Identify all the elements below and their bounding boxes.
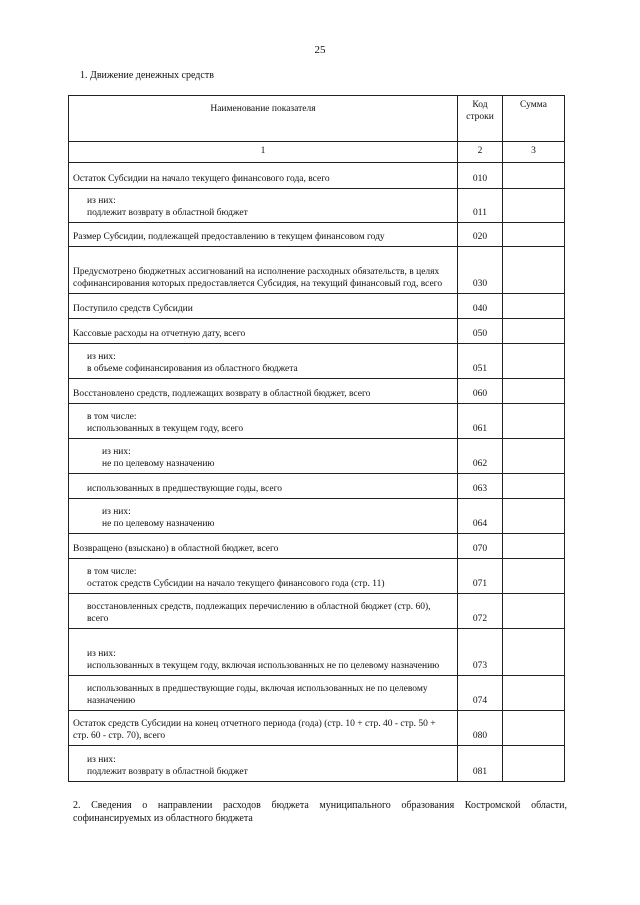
header-name: Наименование показателя: [69, 96, 458, 142]
column-number-row: [69, 142, 565, 163]
section-1-title: 1. Движение денежных средств: [80, 70, 214, 81]
table-row: [69, 474, 565, 499]
row-code: 062: [458, 439, 503, 474]
row-name: восстановленных средств, подлежащих перечислению в областной бюджет (стр. 60), всего: [69, 594, 458, 629]
table-row: [69, 247, 565, 294]
row-sum[interactable]: [503, 163, 565, 189]
table-row: [69, 711, 565, 746]
table-row: [69, 404, 565, 439]
row-code: 064: [458, 499, 503, 534]
row-name: Восстановлено средств, подлежащих возврату в областной бюджет, всего: [69, 379, 458, 404]
row-code: 071: [458, 559, 503, 594]
row-sum[interactable]: [503, 223, 565, 247]
row-sum[interactable]: [503, 499, 565, 534]
row-sum[interactable]: [503, 247, 565, 294]
row-name: Поступило средств Субсидии: [69, 294, 458, 319]
table-row: [69, 189, 565, 223]
row-sum[interactable]: [503, 594, 565, 629]
header-code: Код строки: [458, 96, 503, 142]
row-name: в том числе: использованных в текущем году, всего: [69, 404, 458, 439]
row-code: 073: [458, 629, 503, 676]
row-code: 050: [458, 319, 503, 344]
row-sum[interactable]: [503, 629, 565, 676]
row-name: Предусмотрено бюджетных ассигнований на исполнение расходных обязательств, в целях софинансирования которых предоставляется Субсидия, на текущий финансовый год, всего: [69, 247, 458, 294]
row-sum[interactable]: [503, 534, 565, 559]
cash-flow-table: [68, 95, 565, 782]
row-name: использованных в предшествующие годы, всего: [69, 474, 458, 499]
row-code: 063: [458, 474, 503, 499]
table-header-row: [69, 96, 565, 142]
table-row: [69, 676, 565, 711]
row-name: Остаток средств Субсидии на конец отчетного периода (года) (стр. 10 + стр. 40 - стр. 50 + стр. 60 - стр. 70), всего: [69, 711, 458, 746]
column-number-3: 3: [503, 142, 565, 163]
row-code: 010: [458, 163, 503, 189]
column-number-1: 1: [69, 142, 458, 163]
row-sum[interactable]: [503, 344, 565, 379]
row-sum[interactable]: [503, 294, 565, 319]
row-name: из них: не по целевому назначению: [69, 439, 458, 474]
row-sum[interactable]: [503, 676, 565, 711]
row-sum[interactable]: [503, 474, 565, 499]
header-sum: Сумма: [503, 96, 565, 142]
row-code: 072: [458, 594, 503, 629]
row-code: 040: [458, 294, 503, 319]
row-sum[interactable]: [503, 189, 565, 223]
table-row: [69, 294, 565, 319]
section-2-title: 2. Сведения о направлении расходов бюджета муниципального образования Костромской области, софинансируемых из областного бюджета: [73, 800, 567, 824]
table-row: [69, 559, 565, 594]
row-code: 020: [458, 223, 503, 247]
row-name: в том числе: остаток средств Субсидии на начало текущего финансового года (стр. 11): [69, 559, 458, 594]
row-code: 081: [458, 746, 503, 782]
table-row: [69, 344, 565, 379]
table-row: [69, 163, 565, 189]
column-number-2: 2: [458, 142, 503, 163]
table-row: [69, 594, 565, 629]
table-row: [69, 499, 565, 534]
row-sum[interactable]: [503, 746, 565, 782]
row-code: 074: [458, 676, 503, 711]
row-code: 080: [458, 711, 503, 746]
table-row: [69, 629, 565, 676]
row-sum[interactable]: [503, 711, 565, 746]
row-code: 011: [458, 189, 503, 223]
table-row: [69, 534, 565, 559]
row-code: 060: [458, 379, 503, 404]
table-row: [69, 223, 565, 247]
row-name: Кассовые расходы на отчетную дату, всего: [69, 319, 458, 344]
row-code: 061: [458, 404, 503, 439]
row-sum[interactable]: [503, 439, 565, 474]
row-name: из них: подлежит возврату в областной бюджет: [69, 746, 458, 782]
row-sum[interactable]: [503, 319, 565, 344]
row-name: Остаток Субсидии на начало текущего финансового года, всего: [69, 163, 458, 189]
table-row: [69, 439, 565, 474]
table-row: [69, 319, 565, 344]
row-sum[interactable]: [503, 404, 565, 439]
row-sum[interactable]: [503, 559, 565, 594]
row-name: Размер Субсидии, подлежащей предоставлению в текущем финансовом году: [69, 223, 458, 247]
row-code: 070: [458, 534, 503, 559]
row-sum[interactable]: [503, 379, 565, 404]
row-name: из них: подлежит возврату в областной бюджет: [69, 189, 458, 223]
table-row: [69, 379, 565, 404]
row-code: 030: [458, 247, 503, 294]
row-name: из них: в объеме софинансирования из областного бюджета: [69, 344, 458, 379]
row-name: из них: использованных в текущем году, включая использованных не по целевому назначению: [69, 629, 458, 676]
row-code: 051: [458, 344, 503, 379]
page-number: 25: [314, 44, 326, 56]
row-name: Возвращено (взыскано) в областной бюджет, всего: [69, 534, 458, 559]
row-name: использованных в предшествующие годы, включая использованных не по целевому назначению: [69, 676, 458, 711]
table-row: [69, 746, 565, 782]
row-name: из них: не по целевому назначению: [69, 499, 458, 534]
